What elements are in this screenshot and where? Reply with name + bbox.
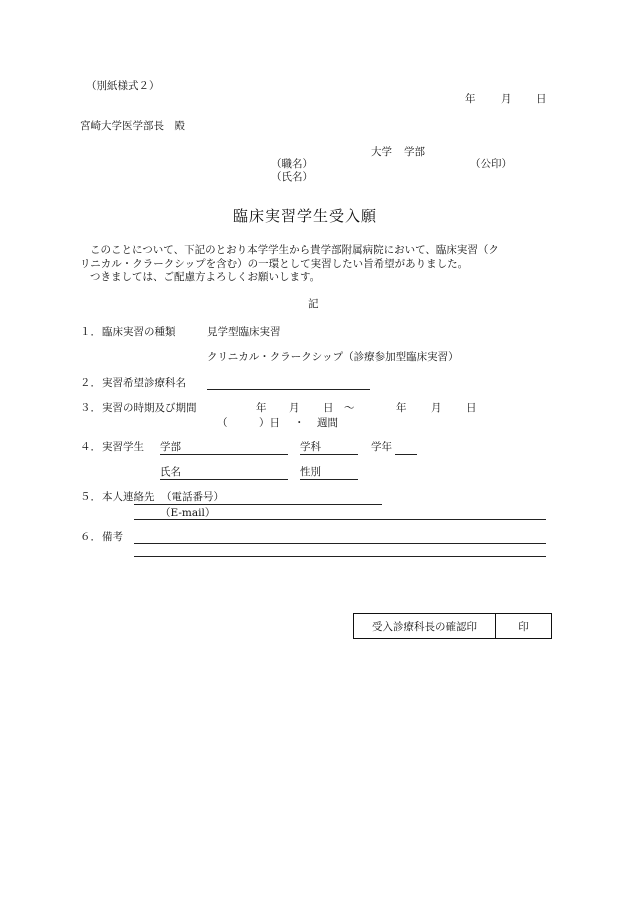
student-gender-label: 性別 [300, 466, 321, 478]
student-grade-field[interactable] [395, 454, 417, 455]
item-1-number: １． [80, 326, 101, 338]
position-label: （職名） [271, 158, 313, 170]
period-start-day: 日 [323, 402, 334, 414]
period-days-close: ）日 [259, 417, 280, 429]
item-4-number: ４． [80, 441, 101, 453]
item-6-number: ６． [80, 531, 101, 543]
confirmation-label: 受入診療科長の確認印 [354, 614, 496, 638]
student-name-label: 氏名 [160, 466, 181, 478]
remarks-field-line-1[interactable] [134, 543, 546, 544]
student-name-field[interactable] [160, 479, 288, 480]
date-year-label: 年 [465, 93, 476, 105]
period-end-month: 月 [431, 402, 442, 414]
student-grade-label: 学年 [371, 441, 392, 453]
form-id: （別紙様式２） [86, 80, 160, 92]
item-4-label: 実習学生 [102, 441, 144, 453]
period-start-year: 年 [256, 402, 267, 414]
contact-email-field[interactable] [134, 519, 546, 520]
type-option-observation[interactable]: 見学型臨床実習 [207, 326, 281, 338]
confirmation-seal[interactable]: 印 [518, 620, 529, 633]
department-field-line[interactable] [207, 389, 370, 390]
type-option-clerkship[interactable]: クリニカル・クラークシップ（診療参加型臨床実習） [207, 351, 459, 363]
period-separator: ・ [294, 417, 305, 429]
period-tilde: ～ [344, 402, 355, 414]
student-department-label: 学科 [300, 441, 321, 453]
item-6-label: 備考 [102, 531, 123, 543]
contact-email-label: （E-mail） [160, 507, 216, 519]
ki-mark: 記 [308, 298, 319, 310]
remarks-field-line-2[interactable] [134, 556, 546, 557]
period-days-open: （ [217, 417, 228, 429]
item-5-label: 本人連絡先 [102, 491, 155, 503]
item-1-label: 臨床実習の種類 [102, 326, 176, 338]
period-end-day: 日 [466, 402, 477, 414]
name-label: （氏名） [271, 171, 313, 183]
date-month-label: 月 [501, 93, 512, 105]
contact-phone-field[interactable] [134, 504, 382, 505]
student-department-field[interactable] [300, 454, 358, 455]
student-faculty-label: 学部 [160, 441, 181, 453]
body-line-3: つきましては、ご配慮方よろしくお願いします。 [90, 271, 321, 283]
body-line-2: リニカル・クラークシップを含む）の一環として実習したい旨希望がありました。 [80, 258, 469, 270]
date-day-label: 日 [536, 93, 547, 105]
period-start-month: 月 [289, 402, 300, 414]
university-label: 大学 [371, 146, 392, 158]
item-2-number: ２． [80, 377, 101, 389]
student-faculty-field[interactable] [160, 454, 288, 455]
item-2-label: 実習希望診療科名 [102, 377, 186, 389]
student-gender-field[interactable] [300, 479, 358, 480]
period-weeks: 週間 [317, 417, 338, 429]
contact-phone-label: （電話番号） [161, 491, 224, 503]
confirmation-box [353, 613, 552, 639]
faculty-label: 学部 [404, 146, 425, 158]
seal-label: （公印） [470, 158, 512, 170]
document-title: 臨床実習学生受入願 [233, 207, 378, 225]
period-end-year: 年 [396, 402, 407, 414]
addressee: 宮崎大学医学部長 殿 [80, 120, 185, 132]
item-5-number: ５． [80, 491, 101, 503]
body-line-1: このことについて、下記のとおり本学学生から貴学部附属病院において、臨床実習（ク [90, 244, 499, 256]
item-3-label: 実習の時期及び期間 [102, 402, 197, 414]
item-3-number: ３． [80, 402, 101, 414]
